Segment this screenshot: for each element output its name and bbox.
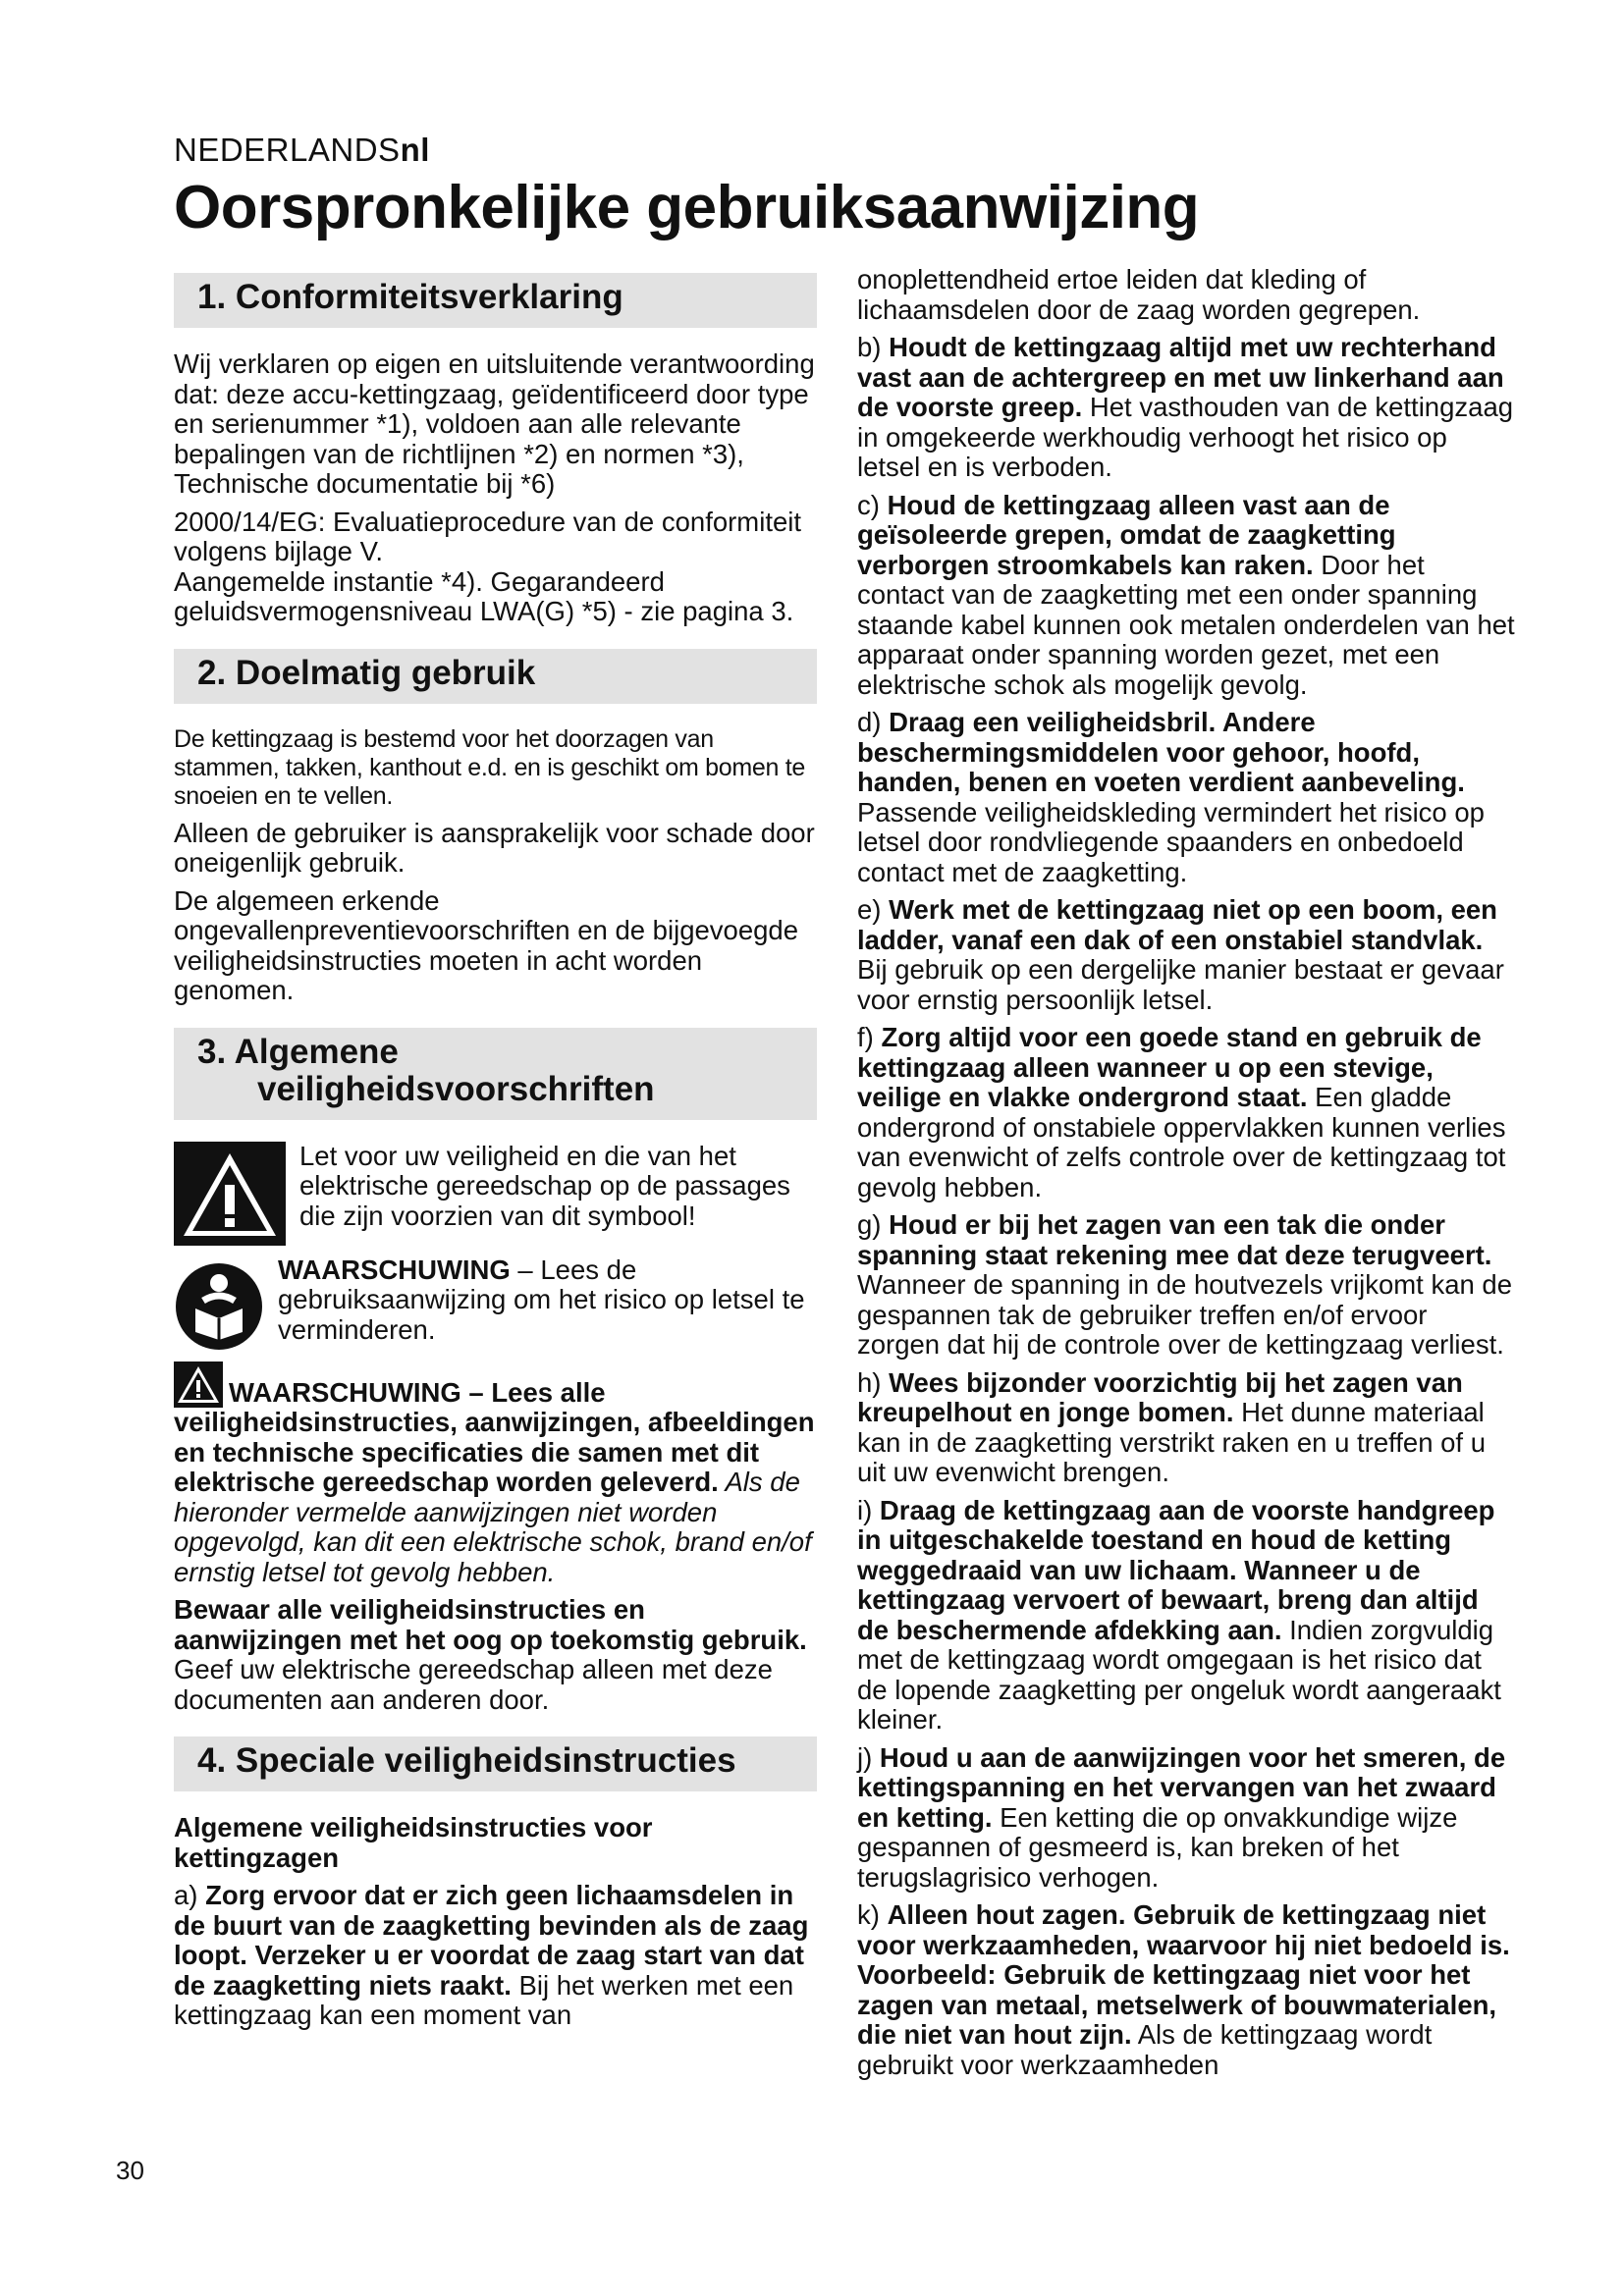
intended-use-paragraph-3: De algemeen erkende ongevallenpreventievoorschriften en de bijgevoegde veiligheidsinstructies moeten in acht worden genomen. <box>174 884 799 1005</box>
instruction-b: b) Houdt de kettingzaag altijd met uw rechterhand vast aan de achtergreep en met uw linkerhand aan de voorste greep. Het vasthouden van de kettingzaag in omgekeerde werkhoudig verhoogt het risico op letsel en is verboden. <box>857 332 1514 482</box>
conformity-paragraph-3: Aangemelde instantie *4). Gegarandeerd geluidsvermogensniveau LWA(G) *5) - zie pagina 3. <box>174 565 794 626</box>
right-column <box>857 265 1515 2088</box>
conformity-paragraph-1: Wij verklaren op eigen en uitsluitende verantwoording dat: deze accu-kettingzaag, geïdentificeerd door type en serienummer *1), voldoen aan alle relevante bepalingen van de richtlijnen *2) en normen *3), Technische documentatie bij *6) <box>174 348 815 499</box>
keep-instructions-note: Bewaar alle veiligheidsinstructies en aanwijzingen met het oog op toekomstig gebruik. <box>174 1594 807 1655</box>
read-all-instructions-warning: WAARSCHUWING – Lees alle veiligheidsinstructies, aanwijzingen, afbeeldingen en technische specificaties die samen met dit elektrische gereedschap worden geleverd. Als de hieronder vermelde aanwijzingen niet worden opgevolgd, kan dit een elektrische schok, brand en/of ernstig letsel tot gevolg hebben. <box>174 1362 817 1588</box>
instruction-a: a) Zorg ervoor dat er zich geen lichaamsdelen in de buurt van de zaagketting bevinden als de zaag loopt. Verzeker u er voordat de zaag start van dat de zaagketting niets raakt. Bij het werken met een kettingzaag kan een moment van <box>174 1880 809 2030</box>
instruction-f: f) Zorg altijd voor een goede stand en gebruik de kettingzaag alleen wanneer u op een stevige, veilige en vlakke ondergrond staat. Een gladde ondergrond of onstabiele oppervlakken kunnen verlies van evenwicht of zelfs controle over de kettingzaag tot gevolg hebben. <box>857 1022 1506 1202</box>
instruction-i: i) Draag de kettingzaag aan de voorste handgreep in uitgeschakelde toestand en houd de ketting weggedraaid van uw lichaam. Wanneer u de kettingzaag vervoert of bewaart, breng dan altijd de beschermende afdekking aan. Indien zorgvuldig met de kettingzaag wordt omgegaan is het risico dat de lopende zaagketting per ongeluk wordt aangeraakt kleiner. <box>857 1494 1501 1735</box>
instruction-a-continued: onoplettendheid ertoe leiden dat kleding of lichaamsdelen door de zaag worden gegrepen. <box>857 264 1421 325</box>
read-manual-warning-text: WAARSCHUWING – Lees de gebruiksaanwijzing om het risico op letsel te verminderen. <box>278 1254 805 1345</box>
language-name: NEDERLANDS <box>174 132 401 168</box>
warning-triangle-icon <box>174 1142 286 1246</box>
section-heading-special-safety: 4. Speciale veiligheidsinstructies <box>174 1736 817 1791</box>
instruction-e: e) Werk met de kettingzaag niet op een boom, een ladder, vanaf een dak of een onstabiel standvlak. Bij gebruik op een dergelijke manier bestaat er gevaar voor ernstig persoonlijk letsel. <box>857 894 1504 1015</box>
left-column <box>174 265 817 2039</box>
language-code: nl <box>400 132 430 168</box>
page-number: 30 <box>116 2156 144 2185</box>
instruction-c: c) Houd de kettingzaag alleen vast aan de geïsoleerde grepen, omdat de zaagketting verborgen stroomkabels kan raken. Door het contact van de zaagketting met een onder spanning staande kabel kunnen ook metalen onderdelen van het apparaat onder spanning worden gezet, met een elektrische schok als mogelijk gevolg. <box>857 489 1515 700</box>
symbol-note-box <box>174 1142 817 1246</box>
instruction-k: k) Alleen hout zagen. Gebruik de kettingzaag niet voor werkzaamheden, waarvoor hij niet bedoeld is. Voorbeeld: Gebruik de kettingzaag niet voor het zagen van metaal, metselwerk of bouwmaterialen, die niet van hout zijn. Als de kettingzaag wordt gebruikt voor werkzaamheden <box>857 1899 1510 2080</box>
general-safety-heading-line2: veiligheidsvoorschriften <box>257 1069 655 1108</box>
conformity-paragraph-2: 2000/14/EG: Evaluatieprocedure van de conformiteit volgens bijlage V. <box>174 506 801 566</box>
instruction-h: h) Wees bijzonder voorzichtig bij het zagen van kreupelhout en jonge bomen. Het dunne materiaal kan in de zaagketting verstrikt raken en u treffen of u uit uw evenwicht brengen. <box>857 1366 1487 1487</box>
intended-use-paragraph-2: Alleen de gebruiker is aansprakelijk voor schade door oneigenlijk gebruik. <box>174 817 815 878</box>
language-label <box>174 132 430 169</box>
page-title: Oorspronkelijke gebruiksaanwijzing <box>174 174 1200 241</box>
chainsaw-safety-subheading: Algemene veiligheidsinstructies voor kettingzagen <box>174 1812 653 1873</box>
intended-use-paragraph-1: De kettingzaag is bestemd voor het doorzagen van stammen, takken, kanthout e.d. en is geschikt om bomen te snoeien en te vellen. <box>174 724 805 810</box>
symbol-note-text: Let voor uw veiligheid en die van het elektrische gereedschap op de passages die zijn voorzien van dit symbool! <box>299 1140 790 1231</box>
section-heading-general-safety <box>174 1028 817 1120</box>
instruction-g: g) Houd er bij het zagen van een tak die onder spanning staat rekening mee dat deze terugveert. Wanneer de spanning in de houtvezels vrijkomt kan de gespannen tak de gebruiker treffen en/of ervoor zorgen dat hij de controle over de kettingzaag verliest. <box>857 1209 1513 1360</box>
section-heading-conformity: 1. Conformiteitsverklaring <box>174 273 817 328</box>
instruction-d: d) Draag een veiligheidsbril. Andere beschermingsmiddelen voor gehoor, hoofd, handen, benen en voeten verdient aanbeveling. Passende veiligheidskleding vermindert het risico op letsel door rondvliegende spaanders en onbedoeld contact met de zaagketting. <box>857 707 1485 887</box>
read-manual-icon <box>174 1261 264 1352</box>
instruction-j: j) Houd u aan de aanwijzingen voor het smeren, de kettingspanning en het vervangen van het zwaard en ketting. Een ketting die op onvakkundige wijze gespannen of gesmeerd is, kan breken of het terugslagrisico verhogen. <box>857 1741 1506 1893</box>
pass-on-instructions-note: Geef uw elektrische gereedschap alleen met deze documenten aan anderen door. <box>174 1654 773 1715</box>
read-manual-warning <box>174 1255 817 1352</box>
section-heading-intended-use: 2. Doelmatig gebruik <box>174 649 817 704</box>
warning-triangle-small-icon <box>174 1362 223 1408</box>
general-safety-heading-line1: 3. Algemene <box>197 1032 399 1071</box>
